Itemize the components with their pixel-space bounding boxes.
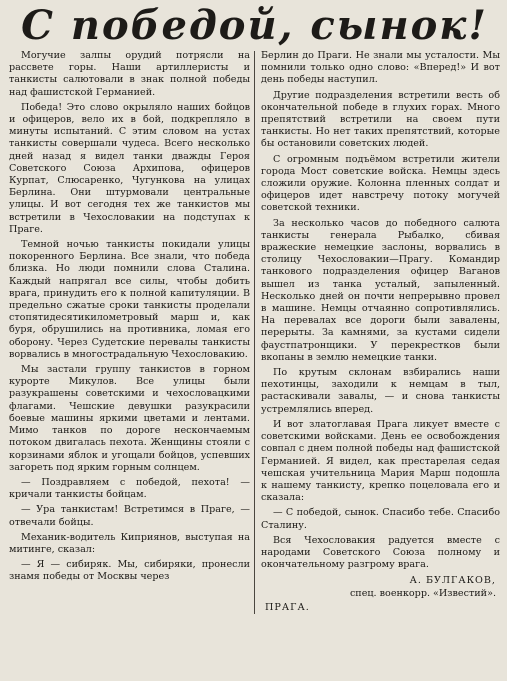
paragraph: С огромным подъёмом встретили жители города Мост советские войска. Немцы здесь сложили оружие. Колонна пленных солдат и офицеров идет навстречу потоку могучей советской техники. xyxy=(261,153,500,214)
paragraph: За несколько часов до победного салюта танкисты генерала Рыбалко, сбивая вражеские немецкие заслоны, ворвались в столицу Чехословакии—Прагу. Командир танкового подразделения офицер Ваганов вышел из танка усталый, запыленный. Несколько дней он почти непрерывно провел в машине. Немцы отчаянно сопротивлялись. На перевалах все дороги были завалены, перерыты. За камнями, за кустами сидели фаустпатронщики. У перекрестков были вкопаны в землю немецкие танки. xyxy=(261,217,500,363)
paragraph: — Я — сибиряк. Мы, сибиряки, пронесли знамя победы от Москвы через xyxy=(9,559,250,583)
paragraph: Могучие залпы орудий потрясли на рассвете горы. Наши артиллеристы и танкисты салютовали в знак полной победы над фашистской Германией. xyxy=(9,50,250,98)
author-name: А. БУЛГАКОВ, xyxy=(409,575,496,587)
paragraph: И вот златоглавая Прага ликует вместе с советскими войсками. День ее освобождения совпал с днем полной победы над фашистской Германией. Я видел, как престарелая седая чешская учительница Мария Марш подошла к нашему танкисту, крепко поцеловала его и сказала: xyxy=(261,418,500,504)
right-column xyxy=(255,50,500,614)
dateline-place: ПРАГА. xyxy=(265,601,310,613)
paragraph: — С победой, сынок. Спасибо тебе. Спасибо Сталину. xyxy=(261,507,500,531)
paragraph: Берлин до Праги. Не знали мы усталости. Мы помнили только одно слово: «Вперед!» И вот день победы наступил. xyxy=(261,50,500,86)
paragraph: Вся Чехословакия радуется вместе с народами Советского Союза полному и окончательному разгрому врага. xyxy=(261,534,500,571)
paragraph: Темной ночью танкисты покидали улицы покоренного Берлина. Все знали, что победа близка. Но люди помнили слова Сталина. Каждый напрягал все силы, чтобы добить врага, принудить его к полной капитуляции. В предельно сжатые сроки танкисты проделали стопятидесятикилометровый марш и, как буря, обрушились на противника, ломая его оборону. Через Судетские перевалы танкисты ворвались в многострадальную Чехословакию. xyxy=(9,239,250,360)
paragraph: Победа! Это слово окрыляло наших бойцов и офицеров, вело их в бой, подкрепляло в минуты испытаний. С этим словом на устах танкисты совершали чудеса. Всего несколько дней назад я видел танки дважды Героя Советского Союза Архипова, офицеров Курпат, Слюсаренко, Чугункова на улицах Берлина. Они штурмовали центральные улицы. И вот сегодня тех же танкистов мы встретили в Чехословакии на подступах к Праге. xyxy=(9,101,250,235)
paragraph: — Поздравляем с победой, пехота! — кричали танкисты бойцам. xyxy=(9,476,250,501)
article-body xyxy=(9,50,500,614)
paragraph: Мы застали группу танкистов в горном курорте Микулов. Все улицы были разукрашены советскими и чехословацкими флагами. Чешские девушки разукрасили боевые машины яркими цветами и лентами. Мимо танков по дороге нескончаемым потоком двигалась пехота. Женщины стояли с корзинами яблок и угощали бойцов, успевших загореть под ярким горным солнцем. xyxy=(9,364,250,473)
paragraph: Другие подразделения встретили весть об окончательной победе в глухих горах. Много препятствий встретили на своем пути танкисты. Но нет таких препятствий, которые бы остановили советских людей. xyxy=(261,89,500,150)
paragraph: Механик-водитель Киприянов, выступая на митинге, сказал: xyxy=(9,531,250,555)
byline xyxy=(261,575,496,599)
paragraph: По крутым склонам взбирались наши пехотинцы, заходили к немцам в тыл, растаскивали завалы, — и снова танкисты устремлялись вперед. xyxy=(261,367,500,415)
left-column xyxy=(9,50,254,614)
paragraph: — Ура танкистам! Встретимся в Праге, — отвечали бойцы. xyxy=(9,504,250,528)
author-role: спец. военкорр. «Известий». xyxy=(349,587,496,599)
article-title: С победой, сынок! xyxy=(21,2,488,49)
